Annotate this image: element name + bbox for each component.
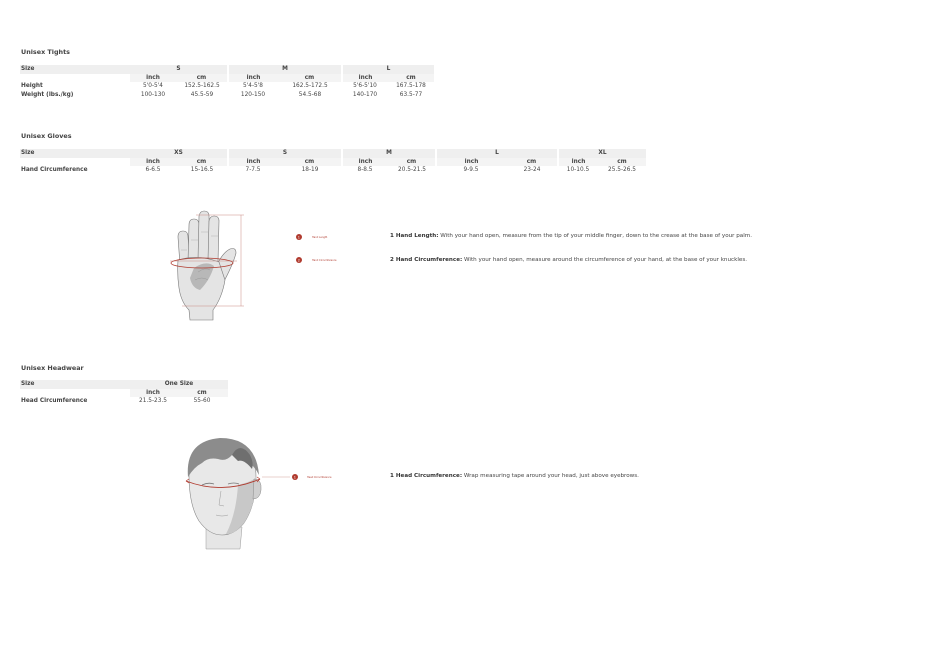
size-one-size-header: One Size [130, 380, 228, 389]
table-cell: 120-150 [240, 91, 266, 98]
unit-header: inch [130, 158, 176, 167]
table-cell: 23-24 [523, 167, 541, 174]
size-label: Size [20, 65, 130, 74]
size-s-header: S [130, 65, 228, 74]
table-row [20, 166, 646, 175]
hand-circumference-callout: Hand Circumference [312, 259, 337, 262]
head-measurement-illustration [180, 435, 345, 550]
hand-measurement-illustration [150, 210, 345, 325]
size-l-header: L [436, 149, 558, 158]
table-row [20, 91, 434, 100]
table-cell: 45.5-59 [190, 91, 214, 98]
unit-header: inch [228, 74, 278, 83]
row-label: Weight (lbs./kg) [21, 91, 74, 98]
table-cell: 7-7.5 [245, 167, 261, 174]
table-cell: 100-130 [140, 91, 166, 98]
size-m-header: M [228, 65, 342, 74]
row-label: Height [21, 83, 43, 90]
row-label: Hand Circumference [21, 167, 88, 174]
headwear-size-table [20, 380, 228, 406]
headwear-title: Unisex Headwear [21, 364, 84, 372]
svg-text:2: 2 [297, 258, 301, 263]
unit-header: cm [388, 158, 436, 167]
unit-header: inch [130, 74, 176, 83]
table-cell: 9-9.5 [463, 167, 479, 174]
unit-header: inch [342, 74, 388, 83]
unit-header: inch [228, 158, 278, 167]
unit-header: cm [176, 74, 228, 83]
table-cell: 140-170 [352, 91, 378, 98]
unit-header: cm [176, 389, 228, 398]
table-cell: 54.5-68 [298, 91, 322, 98]
table-cell: 5'6-5'10 [353, 83, 377, 90]
table-cell: 18-19 [301, 167, 319, 174]
unit-header: cm [176, 158, 228, 167]
table-cell: 162.5-172.5 [292, 83, 328, 90]
head-circumference-callout: Head Circumference [307, 476, 332, 479]
unit-header: cm [506, 158, 558, 167]
hand-circumference-instruction: 2 Hand Circumference: With your hand open, measure around the circumference of your hand, at the base of your knuckles. [390, 257, 748, 263]
size-l-header: L [342, 65, 434, 74]
tights-size-table [20, 65, 434, 99]
table-cell: 25.5-26.5 [608, 167, 636, 174]
gloves-title: Unisex Gloves [21, 132, 72, 140]
unit-header: cm [388, 74, 434, 83]
unit-header: cm [598, 158, 646, 167]
table-cell: 63.5-77 [399, 91, 423, 98]
table-cell: 20.5-21.5 [398, 167, 426, 174]
gloves-size-table [20, 149, 646, 175]
size-m-header: M [342, 149, 436, 158]
svg-text:1: 1 [293, 475, 297, 480]
row-label: Head Circumference [21, 398, 88, 405]
hand-length-callout: Hand Length [312, 236, 328, 239]
table-cell: 152.5-162.5 [184, 83, 220, 90]
table-cell: 5'0-5'4 [142, 83, 164, 90]
unit-header: inch [558, 158, 598, 167]
size-label: Size [20, 380, 130, 389]
table-cell: 5'4-5'8 [242, 83, 264, 90]
size-s-header: S [228, 149, 342, 158]
unit-header: inch [342, 158, 388, 167]
svg-text:1: 1 [297, 235, 301, 240]
table-cell: 10-10.5 [566, 167, 590, 174]
size-xs-header: XS [130, 149, 228, 158]
table-cell: 15-16.5 [190, 167, 214, 174]
table-row [20, 82, 434, 91]
table-row [20, 397, 228, 406]
size-xl-header: XL [558, 149, 646, 158]
table-cell: 21.5-23.5 [139, 398, 167, 405]
unit-header: inch [436, 158, 506, 167]
head-circumference-instruction: 1 Head Circumference: Wrap measuring tape around your head, just above eyebrows. [390, 473, 639, 479]
unit-header: inch [130, 389, 176, 398]
table-cell: 167.5-178 [396, 83, 426, 90]
size-label: Size [20, 149, 130, 158]
tights-title: Unisex Tights [21, 48, 70, 56]
hand-length-instruction: 1 Hand Length: With your hand open, measure from the tip of your middle finger, down to the crease at the base of your palm. [390, 233, 753, 239]
unit-header: cm [278, 74, 342, 83]
table-cell: 8-8.5 [357, 167, 373, 174]
table-cell: 6-6.5 [145, 167, 161, 174]
table-cell: 55-60 [193, 398, 211, 405]
unit-header: cm [278, 158, 342, 167]
